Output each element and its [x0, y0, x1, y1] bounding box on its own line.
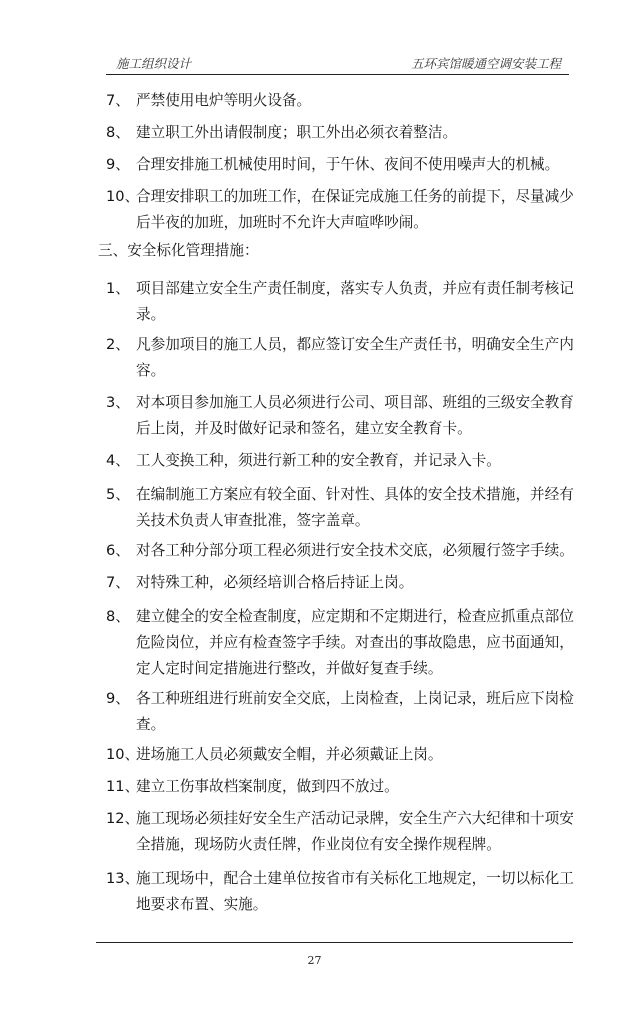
item-number: 10、	[106, 188, 140, 205]
item-number: 10、	[106, 746, 140, 763]
item-text	[136, 538, 574, 564]
item-text-line: 进场施工人员必须戴安全帽，并必须戴证上岗。	[136, 746, 443, 763]
item-text-line: 合理安排施工机械使用时间，于午休、夜间不使用噪声大的机械。	[136, 156, 560, 173]
item-text	[136, 88, 311, 114]
item-text-line: 定人定时间定措施进行整改，并做好复查手续。	[136, 660, 443, 677]
page-number: 27	[307, 954, 322, 967]
item-text-line: 严禁使用电炉等明火设备。	[136, 92, 312, 109]
item-text-line: 全措施，现场防火责任牌，作业岗位有安全操作规程牌。	[136, 836, 501, 853]
item-number: 13、	[106, 870, 140, 887]
item-number: 3、	[106, 394, 130, 411]
item-number: 2、	[106, 336, 130, 353]
item-number: 8、	[106, 608, 130, 625]
item-text-line: 地要求布置、实施。	[136, 896, 268, 913]
section-heading: 三、安全标化管理措施：	[98, 242, 259, 259]
page-header	[106, 52, 569, 75]
item-number: 9、	[106, 156, 130, 173]
item-text	[136, 120, 457, 146]
item-text-line: 施工现场必须挂好安全生产活动记录牌，安全生产六大纪律和十项安	[136, 810, 574, 827]
item-number: 11、	[106, 778, 140, 795]
item-text	[136, 482, 574, 534]
item-number: 8、	[106, 124, 130, 141]
item-text-line: 建立健全的安全检查制度，应定期和不定期进行，检查应抓重点部位	[136, 608, 574, 625]
item-number: 7、	[106, 92, 130, 109]
item-text-line: 建立工伤事故档案制度，做到四不放过。	[136, 778, 399, 795]
item-text	[136, 152, 559, 178]
item-text-line: 在编制施工方案应有较全面、针对性、具体的安全技术措施，并经有	[136, 486, 574, 503]
footer-rule	[96, 942, 573, 943]
item-text-line: 对特殊工种，必须经培训合格后持证上岗。	[136, 574, 414, 591]
item-text-line: 施工现场中，配合土建单位按省市有关标化工地规定，一切以标化工	[136, 870, 574, 887]
item-text	[136, 604, 574, 682]
item-text	[136, 448, 501, 474]
item-text-line: 工人变换工种，须进行新工种的安全教育，并记录入卡。	[136, 452, 501, 469]
header-project-name: 五环宾馆暖通空调安装工程	[410, 56, 561, 71]
item-text	[136, 184, 574, 236]
item-text	[136, 866, 574, 918]
item-text-line: 录。	[136, 306, 166, 323]
item-number: 7、	[106, 574, 130, 591]
item-text-line: 项目部建立安全生产责任制度，落实专人负责，并应有责任制考核记	[136, 280, 574, 297]
item-number: 12、	[106, 810, 140, 827]
item-text	[136, 570, 413, 596]
item-text	[136, 390, 574, 442]
header-document-type: 施工组织设计	[116, 56, 192, 71]
item-text	[136, 774, 399, 800]
item-text-line: 各工种班组进行班前安全交底，上岗检查，上岗记录，班后应下岗检	[136, 690, 574, 707]
item-text-line: 后半夜的加班，加班时不允许大声喧哗吵闹。	[136, 214, 428, 231]
item-text-line: 容。	[136, 362, 166, 379]
item-text-line: 危险岗位，并应有检查签字手续。对查出的事故隐患，应书面通知，	[136, 634, 574, 651]
item-number: 6、	[106, 542, 130, 559]
item-number: 4、	[106, 452, 130, 469]
item-text-line: 建立职工外出请假制度；职工外出必须衣着整洁。	[136, 124, 458, 141]
item-text-line: 凡参加项目的施工人员，都应签订安全生产责任书，明确安全生产内	[136, 336, 574, 353]
item-text-line: 查。	[136, 716, 166, 733]
item-text	[136, 686, 574, 738]
item-text	[136, 332, 574, 384]
item-number: 1、	[106, 280, 130, 297]
item-text-line: 关技术负责人审查批准，签字盖章。	[136, 512, 370, 529]
item-text-line: 合理安排职工的加班工作，在保证完成施工任务的前提下，尽量减少	[136, 188, 574, 205]
item-text	[136, 276, 574, 328]
item-number: 5、	[106, 486, 130, 503]
item-number: 9、	[106, 690, 130, 707]
item-text-line: 对各工种分部分项工程必须进行安全技术交底，必须履行签字手续。	[136, 542, 574, 559]
item-text-line: 后上岗，并及时做好记录和签名，建立安全教育卡。	[136, 420, 472, 437]
item-text-line: 对本项目参加施工人员必须进行公司、项目部、班组的三级安全教育	[136, 394, 574, 411]
item-text	[136, 742, 442, 768]
item-text	[136, 806, 574, 858]
